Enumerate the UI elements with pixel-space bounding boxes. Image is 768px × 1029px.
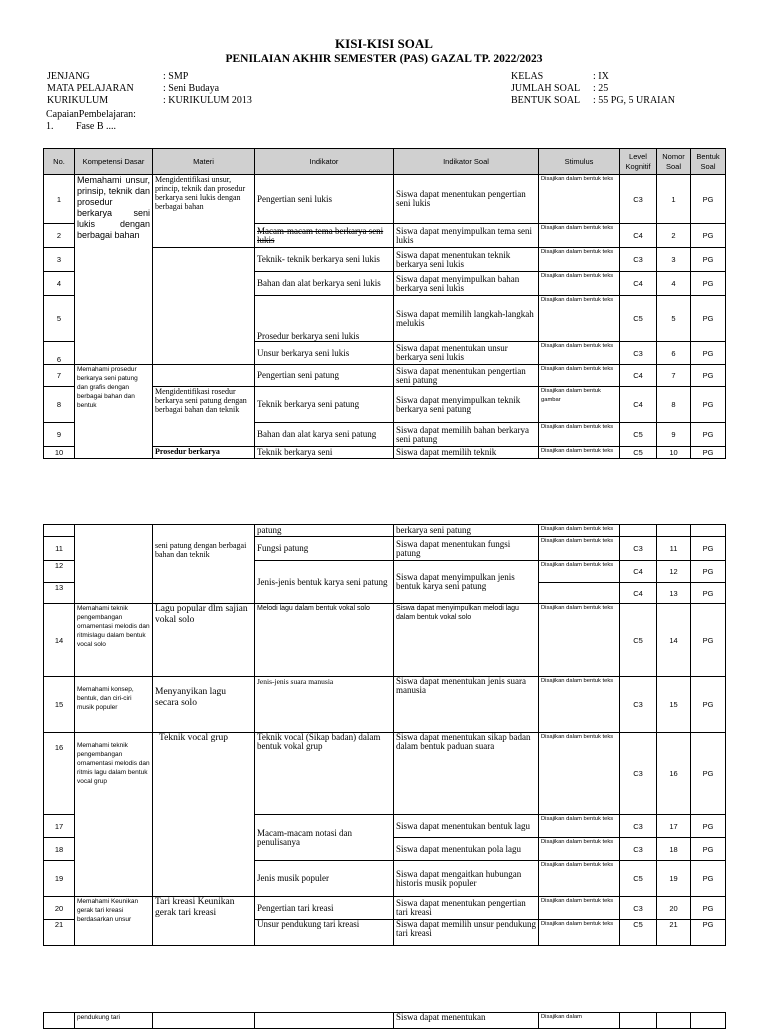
indikator: Teknik vocal (Sikap badan) dalam bentuk vokal grup [255,733,394,815]
indikator: Teknik berkarya seni patung [255,387,394,423]
kompetensi-dasar: Memahami unsur, prinsip, teknik dan prosedur berkarya seni lukis dengan berbagai bahan [75,175,153,365]
meta-left [47,71,252,107]
indikator: Pengertian seni patung [255,365,394,387]
indikator: Macam-macam notasi dan penulisanya [255,815,394,861]
row-number-empty [44,1013,75,1029]
stimulus: Disajikan dalam bentuk teks [539,838,620,861]
row-number: 17 [44,815,75,838]
level-kognitif: C3 [620,815,657,838]
level-kognitif: C4 [620,387,657,423]
stimulus: Disajikan dalam bentuk gambar [539,387,620,423]
stimulus: Disajikan dalam bentuk teks [539,447,620,459]
row-number: 20 [44,897,75,920]
bentuk-soal: PG [691,604,726,677]
indikator [255,224,394,248]
col-header: Nomor Soal [657,149,691,175]
level-kognitif: C4 [620,272,657,296]
nomor-soal: 10 [657,447,691,459]
bentuk-soal: PG [691,224,726,248]
stimulus: Disajikan dalam bentuk teks [539,525,620,537]
bentuk-soal: PG [691,815,726,838]
indikator-soal: Siswa dapat menyimpulkan melodi lagu dalam bentuk vokal solo [394,604,539,677]
level-kognitif: C3 [620,342,657,365]
row-number: 10 [44,447,75,459]
level-kognitif: C5 [620,447,657,459]
stimulus: Disajikan dalam bentuk teks [539,733,620,815]
indikator-soal: Siswa dapat menentukan sikap badan dalam bentuk paduan suara [394,733,539,815]
level-kognitif: C4 [620,561,657,583]
row-number: 3 [44,248,75,272]
bentuk-soal: PG [691,537,726,561]
row-number: 8 [44,387,75,423]
level-kognitif: C4 [620,224,657,248]
indikator: Teknik berkarya seni [255,447,394,459]
indikator: Unsur pendukung tari kreasi [255,920,394,946]
meta-label: JUMLAH SOAL [511,83,581,94]
level-kognitif: C3 [620,677,657,733]
table-row [44,1013,726,1029]
materi-empty [153,1013,255,1029]
materi: Teknik vocal grup [153,733,255,897]
indikator-soal: Siswa dapat menyimpulkan teknik berkarya seni patung [394,387,539,423]
stimulus: Disajikan dalam bentuk teks [539,537,620,561]
capaian-label: CapaianPembelajaran: [46,109,136,120]
meta-value: : 25 [593,83,609,94]
nomor-soal: 9 [657,423,691,447]
nomor-soal: 19 [657,861,691,897]
indikator-soal: Siswa dapat menentukan pola lagu [394,838,539,861]
capaian-item-no: 1. [46,121,54,132]
stimulus: Disajikan dalam bentuk teks [539,677,620,733]
row-number: 11 [44,537,75,561]
meta-value: : Seni Budaya [163,83,220,94]
stimulus: Disajikan dalam bentuk teks [539,342,620,365]
level-kognitif-empty [620,525,657,537]
level-kognitif: C3 [620,897,657,920]
table-row [44,677,726,733]
stimulus: Disajikan dalam bentuk teks [539,296,620,342]
stimulus: Disajikan dalam bentuk teks [539,815,620,838]
nomor-soal: 1 [657,175,691,224]
nomor-soal: 21 [657,920,691,946]
level-kognitif: C3 [620,248,657,272]
level-kognitif: C3 [620,838,657,861]
indikator: Jenis-jenis bentuk karya seni patung [255,561,394,604]
row-number: 2 [44,224,75,248]
indikator-soal: Siswa dapat menentukan [394,1013,539,1029]
bentuk-soal: PG [691,733,726,815]
level-kognitif: C5 [620,861,657,897]
nomor-soal: 3 [657,248,691,272]
indikator-soal: Siswa dapat menentukan pengertian tari kreasi [394,897,539,920]
indikator: Unsur berkarya seni lukis [255,342,394,365]
row-number: 19 [44,861,75,897]
nomor-soal: 7 [657,365,691,387]
indikator-empty [255,1013,394,1029]
indikator-soal: Siswa dapat memilih unsur pendukung tari kreasi [394,920,539,946]
bentuk-soal-empty [691,525,726,537]
bentuk-soal: PG [691,272,726,296]
level-kognitif: C3 [620,733,657,815]
col-header: No. [44,149,75,175]
col-header: Stimulus [539,149,620,175]
nomor-soal: 15 [657,677,691,733]
indikator-soal: Siswa dapat mengaitkan hubungan historis musik populer [394,861,539,897]
meta-label: BENTUK SOAL [511,95,581,106]
document-subtitle: PENILAIAN AKHIR SEMESTER (PAS) GAZAL TP. 2022/2023 [225,53,543,65]
indikator: Jenis musik populer [255,861,394,897]
row-number: 1 [44,175,75,224]
kompetensi-dasar: Memahami teknik pengembangan ornamentasi melodis dan ritmis lagu dalam bentuk vocal grup [75,733,153,897]
bentuk-soal: PG [691,296,726,342]
indikator-soal: Siswa dapat menentukan pengertian seni lukis [394,175,539,224]
meta-value: : KURIKULUM 2013 [163,95,252,106]
meta-label: KELAS [511,71,544,82]
nomor-soal-empty [657,525,691,537]
level-kognitif: C5 [620,604,657,677]
nomor-soal: 16 [657,733,691,815]
indikator: Bahan dan alat berkarya seni lukis [255,272,394,296]
kisi-table-page-3 [43,1012,726,1029]
row-number: 18 [44,838,75,861]
nomor-soal: 13 [657,583,691,604]
col-header: Indikator [255,149,394,175]
col-header: Level Kognitif [620,149,657,175]
table-row [44,604,726,677]
table-row [44,175,726,224]
nomor-soal: 2 [657,224,691,248]
table-row [44,897,726,920]
stimulus: Disajikan dalam bentuk teks [539,365,620,387]
bentuk-soal-empty [691,1013,726,1029]
row-number: 14 [44,604,75,677]
materi: Menyanyikan lagu secara solo [153,677,255,733]
nomor-soal: 20 [657,897,691,920]
nomor-soal: 4 [657,272,691,296]
col-header: Materi [153,149,255,175]
indikator: Jenis-jenis suara manusia [255,677,394,733]
indikator-soal: Siswa dapat menentukan fungsi patung [394,537,539,561]
level-kognitif: C5 [620,920,657,946]
stimulus: Disajikan dalam bentuk teks [539,561,620,583]
meta-right [511,71,675,107]
bentuk-soal: PG [691,677,726,733]
indikator-soal: Siswa dapat menentukan jenis suara manusia [394,677,539,733]
indikator-soal: Siswa dapat menentukan bentuk lagu [394,815,539,838]
bentuk-soal: PG [691,920,726,946]
meta-value: : SMP [163,71,189,82]
bentuk-soal: PG [691,561,726,583]
row-number: 13 [44,583,75,604]
kisi-table-page-2 [43,524,726,946]
materi-empty [153,248,255,365]
row-number-empty [44,525,75,537]
level-kognitif-empty [620,1013,657,1029]
meta-value: : IX [593,71,609,82]
indikator: Pengertian tari kreasi [255,897,394,920]
nomor-soal: 18 [657,838,691,861]
row-number: 15 [44,677,75,733]
indikator-soal: Siswa dapat memilih bahan berkarya seni patung [394,423,539,447]
level-kognitif: C5 [620,296,657,342]
bentuk-soal: PG [691,175,726,224]
row-number: 21 [44,920,75,946]
table-row [44,733,726,815]
stimulus: Disajikan dalam bentuk teks [539,248,620,272]
indikator: patung [255,525,394,537]
indikator: Pengertian seni lukis [255,175,394,224]
indikator-soal: Siswa dapat menentukan teknik berkarya seni lukis [394,248,539,272]
materi: Lagu popular dlm sajian vokal solo [153,604,255,677]
meta-label: KURIKULUM [47,95,109,106]
nomor-soal: 8 [657,387,691,423]
meta-label: MATA PELAJARAN [47,83,134,94]
kisi-table-page-1 [43,148,726,459]
indikator-soal: Siswa dapat memilih langkah-langkah melukis [394,296,539,342]
bentuk-soal: PG [691,447,726,459]
stimulus: Disajikan dalam bentuk teks [539,920,620,946]
indikator: Teknik- teknik berkarya seni lukis [255,248,394,272]
col-header: Kompetensi Dasar [75,149,153,175]
materi: Prosedur berkarya [153,447,255,459]
bentuk-soal: PG [691,387,726,423]
level-kognitif: C5 [620,423,657,447]
stimulus: Disajikan dalam bentuk teks [539,423,620,447]
capaian-item-text: Fase B .... [76,121,116,132]
kompetensi-dasar: Memahami prosedur berkarya seni patung dan grafis dengan berbagai bahan dan bentuk [75,365,153,459]
level-kognitif: C4 [620,583,657,604]
row-number: 12 [44,561,75,583]
kompetensi-dasar: Memahami teknik pengembangan ornamentasi melodis dan ritmislagu dalam bentuk vocal solo [75,604,153,677]
indikator-soal: Siswa dapat memilih teknik [394,447,539,459]
stimulus: Disajikan dalam bentuk teks [539,604,620,677]
level-kognitif: C3 [620,537,657,561]
bentuk-soal: PG [691,423,726,447]
meta-label: JENJANG [47,71,90,82]
indikator-text: Macam-macam tema berkarya seni lukis [257,225,384,245]
row-number: 6 [44,342,75,365]
nomor-soal: 17 [657,815,691,838]
indikator: Prosedur berkarya seni lukis [255,296,394,342]
document-title: KISI-KISI SOAL [335,36,433,51]
kompetensi-dasar: Memahami Keunikan gerak tari kreasi berdasarkan unsur [75,897,153,946]
bentuk-soal: PG [691,861,726,897]
bentuk-soal: PG [691,897,726,920]
materi: seni patung dengan berbagai bahan dan teknik [153,525,255,604]
indikator: Bahan dan alat karya seni patung [255,423,394,447]
kompetensi-dasar: Memahami konsep, bentuk, dan ciri-ciri musik populer [75,677,153,733]
materi: Tari kreasi Keunikan gerak tari kreasi [153,897,255,946]
nomor-soal: 14 [657,604,691,677]
indikator-soal: Siswa dapat menentukan pengertian seni patung [394,365,539,387]
bentuk-soal: PG [691,248,726,272]
kompetensi-dasar: pendukung tari [75,1013,153,1029]
col-header: Bentuk Soal [691,149,726,175]
nomor-soal-empty [657,1013,691,1029]
indikator-soal: Siswa dapat menyimpulkan tema seni lukis [394,224,539,248]
nomor-soal: 12 [657,561,691,583]
stimulus-empty [539,583,620,604]
nomor-soal: 11 [657,537,691,561]
stimulus: Disajikan dalam bentuk teks [539,861,620,897]
table-row [44,365,726,387]
stimulus: Disajikan dalam bentuk teks [539,175,620,224]
bentuk-soal: PG [691,838,726,861]
materi: Mengidentifikasi rosedur berkarya seni patung dengan berbagai bahan dan teknik [153,387,255,447]
indikator: Melodi lagu dalam bentuk vokal solo [255,604,394,677]
nomor-soal: 6 [657,342,691,365]
col-header: Indikator Soal [394,149,539,175]
indikator: Fungsi patung [255,537,394,561]
row-number: 9 [44,423,75,447]
materi: Mengidentifikasi unsur, princip, teknik dan prosedur berkarya seni lukis dengan berbagai bahan [153,175,255,248]
materi-empty [153,365,255,387]
stimulus: Disajikan dalam [539,1013,620,1029]
indikator-soal: berkarya seni patung [394,525,539,537]
stimulus: Disajikan dalam bentuk teks [539,224,620,248]
meta-value: : 55 PG, 5 URAIAN [593,95,675,106]
stimulus: Disajikan dalam bentuk teks [539,272,620,296]
level-kognitif: C3 [620,175,657,224]
bentuk-soal: PG [691,342,726,365]
row-number: 4 [44,272,75,296]
row-number: 5 [44,296,75,342]
indikator-soal: Siswa dapat menentukan unsur berkarya seni lukis [394,342,539,365]
nomor-soal: 5 [657,296,691,342]
bentuk-soal: PG [691,583,726,604]
bentuk-soal: PG [691,365,726,387]
indikator-soal: Siswa dapat menyimpulkan bahan berkarya seni lukis [394,272,539,296]
row-number: 16 [44,733,75,815]
level-kognitif: C4 [620,365,657,387]
kompetensi-dasar-empty [75,525,153,604]
indikator-soal: Siswa dapat menyimpulkan jenis bentuk karya seni patung [394,561,539,604]
row-number: 7 [44,365,75,387]
table-row [44,525,726,537]
stimulus: Disajikan dalam bentuk teks [539,897,620,920]
